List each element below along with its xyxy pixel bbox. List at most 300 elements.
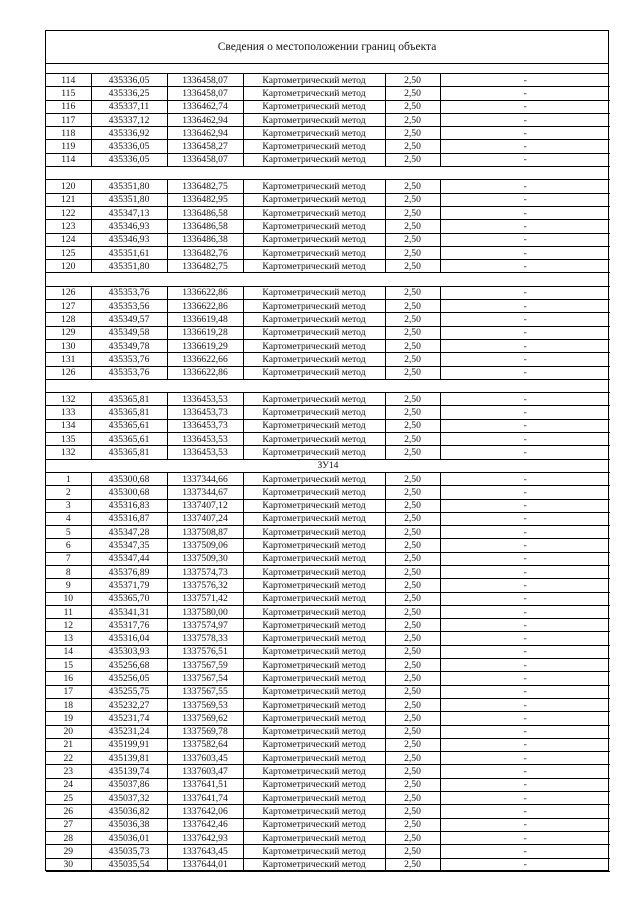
- method-cell: Картометрический метод: [243, 127, 385, 140]
- point-number-cell: 120: [46, 260, 91, 273]
- description-cell: -: [440, 605, 610, 618]
- description-cell: -: [440, 845, 610, 858]
- coordinate-y-cell: 1337508,87: [167, 526, 243, 539]
- sheet-title: Сведения о местоположении границ объекта: [46, 31, 608, 64]
- accuracy-cell: 2,50: [385, 326, 440, 339]
- coordinate-x-cell: 435300,68: [91, 472, 167, 485]
- point-number-cell: 116: [46, 100, 91, 113]
- coordinate-x-cell: 435199,91: [91, 738, 167, 751]
- description-cell: -: [440, 286, 610, 299]
- coordinate-y-cell: 1337569,53: [167, 698, 243, 711]
- point-number-cell: 25: [46, 792, 91, 805]
- method-cell: Картометрический метод: [243, 818, 385, 831]
- point-number-cell: 118: [46, 127, 91, 140]
- coordinate-y-cell: 1337603,45: [167, 752, 243, 765]
- point-number-cell: 129: [46, 326, 91, 339]
- method-cell: Картометрический метод: [243, 552, 385, 565]
- accuracy-cell: 2,50: [385, 419, 440, 432]
- description-cell: -: [440, 512, 610, 525]
- coordinate-x-cell: 435347,35: [91, 539, 167, 552]
- accuracy-cell: 2,50: [385, 233, 440, 246]
- coordinate-y-cell: 1336462,94: [167, 113, 243, 126]
- coordinate-x-cell: 435336,25: [91, 87, 167, 100]
- method-cell: Картометрический метод: [243, 286, 385, 299]
- point-number-cell: 126: [46, 286, 91, 299]
- table-row: [46, 246, 610, 259]
- point-number-cell: 29: [46, 845, 91, 858]
- table-row: [46, 74, 610, 87]
- point-number-cell: 21: [46, 738, 91, 751]
- point-number-cell: 22: [46, 752, 91, 765]
- point-number-cell: 16: [46, 672, 91, 685]
- accuracy-cell: 2,50: [385, 632, 440, 645]
- table-row: [46, 313, 610, 326]
- coordinate-x-cell: 435376,89: [91, 565, 167, 578]
- coordinate-x-cell: 435349,78: [91, 339, 167, 352]
- table-row: [46, 752, 610, 765]
- coordinate-x-cell: 435365,81: [91, 446, 167, 459]
- description-cell: -: [440, 552, 610, 565]
- coordinate-x-cell: 435371,79: [91, 579, 167, 592]
- point-number-cell: 132: [46, 393, 91, 406]
- method-cell: Картометрический метод: [243, 499, 385, 512]
- accuracy-cell: 2,50: [385, 153, 440, 166]
- point-number-cell: 128: [46, 313, 91, 326]
- coordinate-y-cell: 1336622,86: [167, 286, 243, 299]
- accuracy-cell: 2,50: [385, 778, 440, 791]
- method-cell: Картометрический метод: [243, 193, 385, 206]
- table-row: [46, 87, 610, 100]
- point-number-cell: 114: [46, 153, 91, 166]
- accuracy-cell: 2,50: [385, 685, 440, 698]
- coordinate-y-cell: 1336462,74: [167, 100, 243, 113]
- point-number-cell: 3: [46, 499, 91, 512]
- coordinate-x-cell: 435036,38: [91, 818, 167, 831]
- method-cell: Картометрический метод: [243, 765, 385, 778]
- separator-row: [46, 273, 610, 286]
- coordinates-sheet: [45, 30, 609, 871]
- point-number-cell: 117: [46, 113, 91, 126]
- header-spacer-row: [46, 64, 608, 74]
- point-number-cell: 115: [46, 87, 91, 100]
- accuracy-cell: 2,50: [385, 725, 440, 738]
- coordinate-y-cell: 1337567,59: [167, 659, 243, 672]
- coordinate-y-cell: 1337509,06: [167, 539, 243, 552]
- method-cell: Картометрический метод: [243, 339, 385, 352]
- accuracy-cell: 2,50: [385, 246, 440, 259]
- method-cell: Картометрический метод: [243, 180, 385, 193]
- coordinate-y-cell: 1337580,00: [167, 605, 243, 618]
- point-number-cell: 13: [46, 632, 91, 645]
- method-cell: Картометрический метод: [243, 778, 385, 791]
- description-cell: -: [440, 127, 610, 140]
- coordinate-x-cell: 435231,74: [91, 712, 167, 725]
- description-cell: -: [440, 74, 610, 87]
- coordinate-y-cell: 1336622,86: [167, 300, 243, 313]
- description-cell: -: [440, 632, 610, 645]
- coordinate-y-cell: 1336619,28: [167, 326, 243, 339]
- accuracy-cell: 2,50: [385, 526, 440, 539]
- point-number-cell: 12: [46, 619, 91, 632]
- accuracy-cell: 2,50: [385, 712, 440, 725]
- coordinate-y-cell: 1337643,45: [167, 845, 243, 858]
- description-cell: -: [440, 565, 610, 578]
- method-cell: Картометрический метод: [243, 233, 385, 246]
- coordinate-x-cell: 435353,76: [91, 286, 167, 299]
- coordinate-x-cell: 435300,68: [91, 486, 167, 499]
- table-row: [46, 366, 610, 379]
- method-cell: Картометрический метод: [243, 605, 385, 618]
- description-cell: -: [440, 220, 610, 233]
- separator-row: [46, 379, 610, 392]
- point-number-cell: 7: [46, 552, 91, 565]
- table-row: [46, 526, 610, 539]
- table-row: [46, 645, 610, 658]
- description-cell: -: [440, 592, 610, 605]
- description-cell: -: [440, 300, 610, 313]
- table-row: [46, 220, 610, 233]
- coordinate-x-cell: 435336,05: [91, 140, 167, 153]
- table-row: [46, 619, 610, 632]
- table-row: [46, 419, 610, 432]
- description-cell: -: [440, 446, 610, 459]
- description-cell: -: [440, 858, 610, 871]
- accuracy-cell: 2,50: [385, 499, 440, 512]
- point-number-cell: 135: [46, 433, 91, 446]
- coordinate-x-cell: 435303,93: [91, 645, 167, 658]
- accuracy-cell: 2,50: [385, 113, 440, 126]
- method-cell: Картометрический метод: [243, 526, 385, 539]
- coordinate-y-cell: 1337578,33: [167, 632, 243, 645]
- description-cell: -: [440, 831, 610, 844]
- point-number-cell: 24: [46, 778, 91, 791]
- point-number-cell: 8: [46, 565, 91, 578]
- accuracy-cell: 2,50: [385, 486, 440, 499]
- coordinate-y-cell: 1336622,86: [167, 366, 243, 379]
- table-row: [46, 565, 610, 578]
- coordinate-x-cell: 435365,61: [91, 433, 167, 446]
- accuracy-cell: 2,50: [385, 446, 440, 459]
- description-cell: -: [440, 433, 610, 446]
- coordinate-x-cell: 435336,92: [91, 127, 167, 140]
- coordinate-y-cell: 1337569,78: [167, 725, 243, 738]
- coordinate-y-cell: 1337603,47: [167, 765, 243, 778]
- coordinate-y-cell: 1336458,07: [167, 74, 243, 87]
- coordinate-x-cell: 435346,93: [91, 233, 167, 246]
- coordinate-x-cell: 435365,61: [91, 419, 167, 432]
- description-cell: -: [440, 313, 610, 326]
- coordinate-y-cell: 1336486,58: [167, 220, 243, 233]
- point-number-cell: 9: [46, 579, 91, 592]
- table-row: [46, 765, 610, 778]
- table-row: [46, 353, 610, 366]
- coordinate-x-cell: 435351,80: [91, 260, 167, 273]
- description-cell: -: [440, 180, 610, 193]
- section-header-row: [46, 459, 610, 472]
- point-number-cell: 10: [46, 592, 91, 605]
- table-row: [46, 712, 610, 725]
- point-number-cell: 23: [46, 765, 91, 778]
- accuracy-cell: 2,50: [385, 260, 440, 273]
- coordinate-y-cell: 1336458,27: [167, 140, 243, 153]
- accuracy-cell: 2,50: [385, 792, 440, 805]
- point-number-cell: 127: [46, 300, 91, 313]
- accuracy-cell: 2,50: [385, 127, 440, 140]
- description-cell: -: [440, 100, 610, 113]
- table-row: [46, 300, 610, 313]
- coordinate-x-cell: 435336,05: [91, 74, 167, 87]
- description-cell: -: [440, 393, 610, 406]
- coordinate-y-cell: 1337569,62: [167, 712, 243, 725]
- table-row: [46, 845, 610, 858]
- description-cell: -: [440, 260, 610, 273]
- table-row: [46, 539, 610, 552]
- point-number-cell: 18: [46, 698, 91, 711]
- accuracy-cell: 2,50: [385, 698, 440, 711]
- coordinate-x-cell: 435255,75: [91, 685, 167, 698]
- point-number-cell: 125: [46, 246, 91, 259]
- table-row: [46, 738, 610, 751]
- coordinate-x-cell: 435347,28: [91, 526, 167, 539]
- description-cell: -: [440, 738, 610, 751]
- accuracy-cell: 2,50: [385, 512, 440, 525]
- description-cell: -: [440, 539, 610, 552]
- point-number-cell: 27: [46, 818, 91, 831]
- coordinate-x-cell: 435365,81: [91, 406, 167, 419]
- coordinate-y-cell: 1337571,42: [167, 592, 243, 605]
- accuracy-cell: 2,50: [385, 579, 440, 592]
- method-cell: Картометрический метод: [243, 565, 385, 578]
- accuracy-cell: 2,50: [385, 539, 440, 552]
- coordinate-x-cell: 435347,13: [91, 206, 167, 219]
- description-cell: -: [440, 685, 610, 698]
- point-number-cell: 134: [46, 419, 91, 432]
- accuracy-cell: 2,50: [385, 339, 440, 352]
- coordinate-y-cell: 1337582,64: [167, 738, 243, 751]
- method-cell: Картометрический метод: [243, 366, 385, 379]
- table-row: [46, 818, 610, 831]
- table-row: [46, 100, 610, 113]
- coordinate-x-cell: 435351,80: [91, 180, 167, 193]
- point-number-cell: 30: [46, 858, 91, 871]
- accuracy-cell: 2,50: [385, 738, 440, 751]
- table-row: [46, 659, 610, 672]
- table-row: [46, 260, 610, 273]
- method-cell: Картометрический метод: [243, 446, 385, 459]
- point-number-cell: 5: [46, 526, 91, 539]
- accuracy-cell: 2,50: [385, 74, 440, 87]
- table-row: [46, 339, 610, 352]
- table-row: [46, 632, 610, 645]
- coordinate-x-cell: 435037,32: [91, 792, 167, 805]
- table-row: [46, 433, 610, 446]
- description-cell: -: [440, 353, 610, 366]
- point-number-cell: 133: [46, 406, 91, 419]
- method-cell: Картометрический метод: [243, 433, 385, 446]
- method-cell: Картометрический метод: [243, 659, 385, 672]
- accuracy-cell: 2,50: [385, 87, 440, 100]
- point-number-cell: 28: [46, 831, 91, 844]
- accuracy-cell: 2,50: [385, 672, 440, 685]
- point-number-cell: 126: [46, 366, 91, 379]
- description-cell: -: [440, 326, 610, 339]
- method-cell: Картометрический метод: [243, 100, 385, 113]
- table-row: [46, 486, 610, 499]
- coordinate-y-cell: 1337641,74: [167, 792, 243, 805]
- coordinate-x-cell: 435037,86: [91, 778, 167, 791]
- table-row: [46, 180, 610, 193]
- point-number-cell: 2: [46, 486, 91, 499]
- table-row: [46, 206, 610, 219]
- method-cell: Картометрический метод: [243, 153, 385, 166]
- method-cell: Картометрический метод: [243, 712, 385, 725]
- table-row: [46, 499, 610, 512]
- coordinate-x-cell: 435353,76: [91, 353, 167, 366]
- accuracy-cell: 2,50: [385, 845, 440, 858]
- coordinate-x-cell: 435036,01: [91, 831, 167, 844]
- point-number-cell: 6: [46, 539, 91, 552]
- accuracy-cell: 2,50: [385, 592, 440, 605]
- table-row: [46, 140, 610, 153]
- description-cell: -: [440, 765, 610, 778]
- description-cell: -: [440, 153, 610, 166]
- accuracy-cell: 2,50: [385, 858, 440, 871]
- method-cell: Картометрический метод: [243, 579, 385, 592]
- coordinate-y-cell: 1337641,51: [167, 778, 243, 791]
- description-cell: -: [440, 778, 610, 791]
- coordinate-x-cell: 435337,11: [91, 100, 167, 113]
- description-cell: -: [440, 419, 610, 432]
- coordinate-y-cell: 1337407,24: [167, 512, 243, 525]
- coordinate-x-cell: 435365,70: [91, 592, 167, 605]
- coordinate-x-cell: 435341,31: [91, 605, 167, 618]
- coordinate-x-cell: 435349,57: [91, 313, 167, 326]
- coordinate-x-cell: 435349,58: [91, 326, 167, 339]
- coordinate-y-cell: 1337567,55: [167, 685, 243, 698]
- coordinate-x-cell: 435256,05: [91, 672, 167, 685]
- coordinate-x-cell: 435316,04: [91, 632, 167, 645]
- accuracy-cell: 2,50: [385, 765, 440, 778]
- accuracy-cell: 2,50: [385, 353, 440, 366]
- description-cell: -: [440, 406, 610, 419]
- table-row: [46, 153, 610, 166]
- description-cell: -: [440, 499, 610, 512]
- coordinate-y-cell: 1336619,48: [167, 313, 243, 326]
- method-cell: Картометрический метод: [243, 592, 385, 605]
- coordinate-y-cell: 1336453,53: [167, 433, 243, 446]
- coordinate-x-cell: 435139,81: [91, 752, 167, 765]
- method-cell: Картометрический метод: [243, 113, 385, 126]
- coordinate-y-cell: 1336458,07: [167, 87, 243, 100]
- table-row: [46, 446, 610, 459]
- point-number-cell: 1: [46, 472, 91, 485]
- table-row: [46, 579, 610, 592]
- description-cell: -: [440, 792, 610, 805]
- table-row: [46, 472, 610, 485]
- method-cell: Картометрический метод: [243, 353, 385, 366]
- method-cell: Картометрический метод: [243, 393, 385, 406]
- method-cell: Картометрический метод: [243, 632, 385, 645]
- description-cell: -: [440, 472, 610, 485]
- point-number-cell: 121: [46, 193, 91, 206]
- accuracy-cell: 2,50: [385, 831, 440, 844]
- coordinate-y-cell: 1337576,32: [167, 579, 243, 592]
- table-row: [46, 193, 610, 206]
- point-number-cell: 11: [46, 605, 91, 618]
- table-row: [46, 406, 610, 419]
- point-number-cell: 15: [46, 659, 91, 672]
- coordinate-x-cell: 435336,05: [91, 153, 167, 166]
- method-cell: Картометрический метод: [243, 406, 385, 419]
- accuracy-cell: 2,50: [385, 805, 440, 818]
- description-cell: -: [440, 725, 610, 738]
- accuracy-cell: 2,50: [385, 565, 440, 578]
- coordinate-y-cell: 1337509,30: [167, 552, 243, 565]
- coordinate-y-cell: 1337407,12: [167, 499, 243, 512]
- coordinate-y-cell: 1336619,29: [167, 339, 243, 352]
- coordinate-y-cell: 1337644,01: [167, 858, 243, 871]
- point-number-cell: 4: [46, 512, 91, 525]
- description-cell: -: [440, 206, 610, 219]
- table-row: [46, 792, 610, 805]
- coordinate-y-cell: 1336622,66: [167, 353, 243, 366]
- coordinate-y-cell: 1336453,73: [167, 419, 243, 432]
- accuracy-cell: 2,50: [385, 645, 440, 658]
- point-number-cell: 122: [46, 206, 91, 219]
- coordinate-x-cell: 435353,76: [91, 366, 167, 379]
- point-number-cell: 14: [46, 645, 91, 658]
- coordinate-x-cell: 435035,54: [91, 858, 167, 871]
- description-cell: -: [440, 113, 610, 126]
- method-cell: Картометрический метод: [243, 792, 385, 805]
- table-row: [46, 286, 610, 299]
- coordinate-y-cell: 1336458,07: [167, 153, 243, 166]
- accuracy-cell: 2,50: [385, 366, 440, 379]
- coordinate-y-cell: 1336462,94: [167, 127, 243, 140]
- table-row: [46, 393, 610, 406]
- accuracy-cell: 2,50: [385, 140, 440, 153]
- coordinate-x-cell: 435346,93: [91, 220, 167, 233]
- description-cell: -: [440, 619, 610, 632]
- coordinate-y-cell: 1336482,95: [167, 193, 243, 206]
- accuracy-cell: 2,50: [385, 313, 440, 326]
- accuracy-cell: 2,50: [385, 286, 440, 299]
- description-cell: -: [440, 672, 610, 685]
- accuracy-cell: 2,50: [385, 206, 440, 219]
- table-row: [46, 326, 610, 339]
- accuracy-cell: 2,50: [385, 619, 440, 632]
- description-cell: -: [440, 486, 610, 499]
- accuracy-cell: 2,50: [385, 300, 440, 313]
- coordinate-x-cell: 435365,81: [91, 393, 167, 406]
- method-cell: Картометрический метод: [243, 831, 385, 844]
- point-number-cell: 130: [46, 339, 91, 352]
- method-cell: Картометрический метод: [243, 140, 385, 153]
- coordinate-y-cell: 1337567,54: [167, 672, 243, 685]
- point-number-cell: 132: [46, 446, 91, 459]
- coordinate-y-cell: 1337344,66: [167, 472, 243, 485]
- coordinate-y-cell: 1337574,73: [167, 565, 243, 578]
- coordinate-x-cell: 435231,24: [91, 725, 167, 738]
- method-cell: Картометрический метод: [243, 326, 385, 339]
- coordinate-x-cell: 435139,74: [91, 765, 167, 778]
- coordinate-y-cell: 1336453,53: [167, 446, 243, 459]
- accuracy-cell: 2,50: [385, 818, 440, 831]
- description-cell: -: [440, 246, 610, 259]
- method-cell: Картометрический метод: [243, 512, 385, 525]
- separator-row: [46, 167, 610, 180]
- point-number-cell: 119: [46, 140, 91, 153]
